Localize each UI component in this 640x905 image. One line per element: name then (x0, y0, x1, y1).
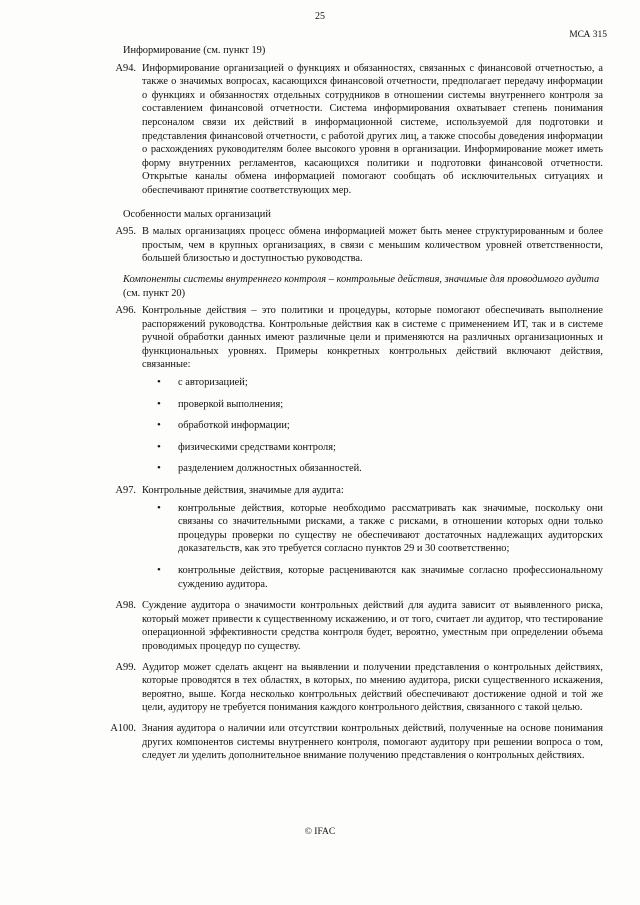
paragraph-a99 (115, 661, 603, 715)
paragraph-number: A99. (115, 661, 136, 673)
a96-bullet-list (123, 376, 603, 476)
list-item-text: с авторизацией; (178, 377, 248, 389)
paragraph-number: A100. (110, 722, 136, 734)
paragraph-text: В малых организациях процесс обмена информацией может быть менее структурированным и более простым, чем в крупных организациях, в связи с меньшим количеством уровней ответственности, большей близостью и доступностью руководства. (142, 226, 603, 265)
paragraph-number: A97. (115, 485, 136, 497)
list-item (123, 564, 603, 591)
standard-id: МСА 315 (569, 30, 607, 40)
paragraph-text: Знания аудитора о наличии или отсутствии контрольных действий, полученные на основе понимания других компонентов системы внутреннего контроля, помогают аудитору при решении вопроса о том, следует ли уделить дополнительное внимание получению представления о контрольных действиях. (142, 722, 603, 762)
bullet-icon: • (157, 462, 161, 475)
paragraph-a98 (115, 599, 603, 653)
paragraph-a97 (115, 484, 603, 498)
page-footer: © IFAC (304, 827, 336, 837)
heading-title: Компоненты системы внутреннего контроля – контрольные действия, значимые для проводимого аудита (123, 273, 600, 285)
control-activities-heading (123, 273, 603, 300)
paragraph-number: A95. (115, 226, 136, 238)
communication-heading: Информирование (см. пункт 19) (123, 45, 266, 56)
bullet-icon: • (157, 419, 161, 432)
list-item (123, 419, 603, 433)
list-item-text: физическими средствами контроля; (178, 441, 336, 453)
list-item (123, 502, 603, 556)
bullet-icon: • (157, 440, 161, 453)
paragraph-a96 (115, 304, 603, 372)
list-item (123, 441, 603, 455)
bullet-icon: • (157, 397, 161, 410)
a97-bullet-list (123, 502, 603, 592)
page-number: 25 (315, 11, 325, 22)
paragraph-text: Аудитор может сделать акцент на выявлении и получении представления о контрольных действиях, которые проводятся в тех областях, в которых, по мнению аудитора, риски существенного искажения, вероятно, выше. Когда несколько контрольных действий обеспечивают достижение одной и той же цели, аудитору не требуется понимания каждого контрольного действия, связанного с такой целью. (142, 661, 603, 714)
list-item-text: проверкой выполнения; (178, 398, 284, 410)
paragraph-number: A96. (115, 305, 136, 317)
list-item-text: контрольные действия, которые расцениваются как значимые согласно профессиональному суждению аудитора. (178, 565, 603, 590)
list-item-text: разделением должностных обязанностей. (178, 463, 362, 475)
document-body (110, 44, 603, 770)
small-entities-heading: Особенности малых организаций (123, 208, 271, 220)
paragraph-a94 (115, 62, 603, 198)
list-item (123, 462, 603, 476)
paragraph-text: Контрольные действия – это политики и процедуры, которые помогают обеспечивать выполнение распоряжений руководства. Контрольные действия как в системе с применением ИТ, так и в системе ручной обработки данных имеют различные цели и применяются на различных организационных и функциональных уровнях. Примеры конкретных контрольных действий включают действия, связанные: (142, 305, 603, 371)
bullet-icon: • (157, 501, 161, 514)
list-item (123, 376, 603, 390)
paragraph-text: Суждение аудитора о значимости контрольных действий для аудита зависит от выявленного риска, который может привести к существенному искажению, и от того, считает ли аудитор, что тестирование операционной эффективности средства контроля будет, вероятно, уместным при определении объема проводимых процедур по существу. (142, 600, 603, 652)
heading-reference: (см. пункт 20) (123, 287, 186, 299)
paragraph-a100 (110, 722, 603, 763)
paragraph-number: A98. (115, 600, 136, 612)
paragraph-a95 (115, 225, 603, 266)
paragraph-text: Контрольные действия, значимые для аудита: (142, 485, 344, 497)
list-item-text: обработкой информации; (178, 420, 290, 432)
list-item (123, 398, 603, 412)
paragraph-number: A94. (115, 62, 136, 74)
list-item-text: контрольные действия, которые необходимо рассматривать как значимые, поскольку они связаны со значительными рисками, а также с рисками, в отношении которых одни только процедуры проверки по существу не обеспечивают достаточных надлежащих аудиторских доказательств, как это требуется согласно пунктов 29 и 30 соответственно; (178, 502, 603, 555)
paragraph-text: Информирование организацией о функциях и обязанностях, связанных с финансовой отчетностью, а также о значимых вопросах, касающихся финансовой отчетности, предполагает передачу информации о функциях и обязанностях отдельных сотрудников в отношении системы внутреннего контроля за составлением финансовой отчетности. Система информирования охватывает степень понимания персоналом связи их действий в информационной системе, используемой для подготовки и представления финансовой отчетности, с работой других лиц, а также способы доведения информации о расхождениях руководителям более высокого уровня в организации. Информирование может иметь форму внутренних регламентов, касающихся политики и подготовки финансовой отчетности. Открытые каналы обмена информацией помогают сообщать об исключительных ситуациях и обеспечивают принятие соответствующих мер. (142, 62, 603, 196)
bullet-icon: • (157, 564, 161, 576)
bullet-icon: • (157, 376, 161, 389)
